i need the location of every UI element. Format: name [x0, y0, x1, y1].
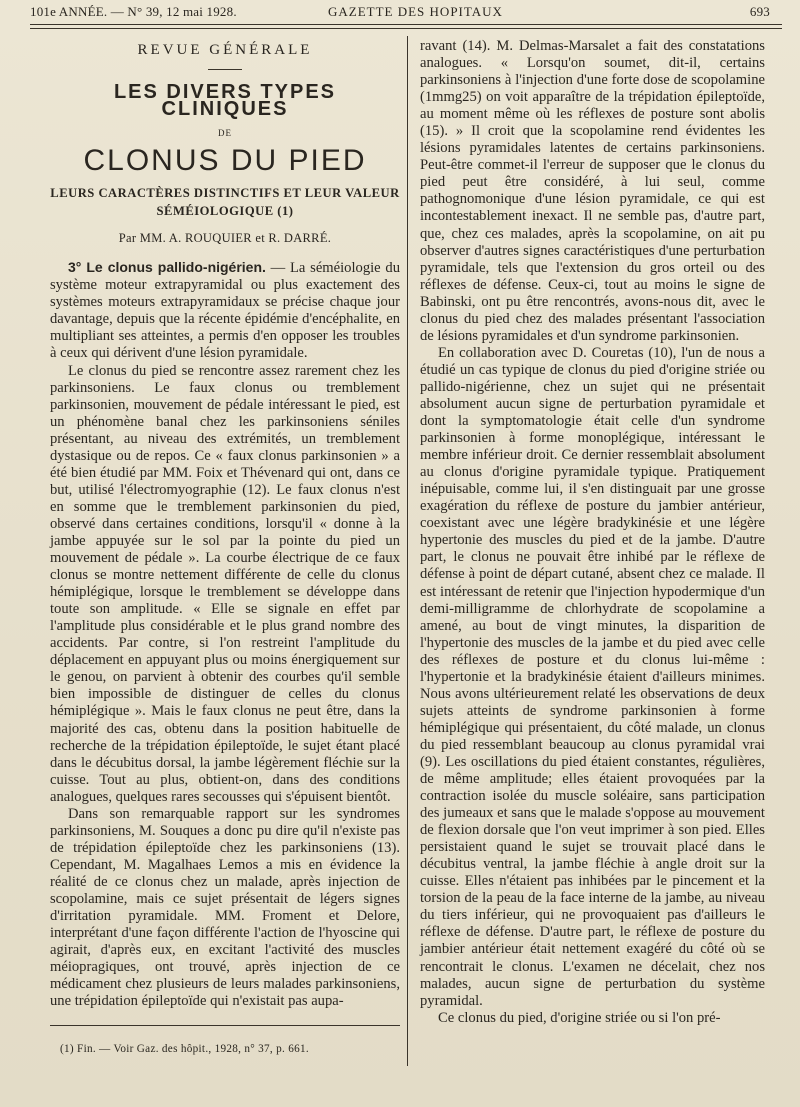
article-title-de: DE	[218, 128, 232, 139]
paragraph	[50, 259, 400, 362]
article-subtitle	[50, 184, 400, 220]
left-column	[50, 38, 400, 1010]
column-divider	[407, 36, 408, 1066]
right-column	[420, 38, 765, 1027]
subtitle-line2: SÉMÉIOLOGIQUE (1)	[156, 204, 294, 219]
section-rubric: REVUE GÉNÉRALE	[137, 42, 313, 58]
journal-title: GAZETTE DES HOPITAUX	[328, 4, 503, 19]
footnote-rule	[50, 1025, 400, 1026]
article-title-main: CLONUS DU PIED	[83, 144, 367, 178]
rubric-rule	[208, 69, 242, 70]
paragraph: ravant (14). M. Delmas-Marsalet a fait des constatations analogues. « Lorsqu'on soumet, dit-il, certains parkinsoniens à l'injection d'une forte dose de scopolamine (1mmg25) on voit apparaître de la trépidation épileptoïde, au moment même où les réflexes de posture sont abolis (15). » Il croit que la scopolamine rend évidentes les lésions pyramidales latentes de certains parkinsoniens. Peut-être commet-il l'erreur de supposer que le clonus du pied peut être considéré, à lui seul, comme pathognomonique d'une lésion pyramidale, ce qui est incontestablement inexact. Il ne semble pas, d'autre part, que, chez ces malades, après la scopolamine, on ait pu observer d'autres signes caractéristiques d'une perturbation pyramidale, tels que l'extension du gros orteil ou des réflexes de défense. Ceux-ci, tout au moins le signe de Babinski, ont pu être rencontrés, avons-nous dit, avec le clonus du pied chez des malades présentant l'association de lésions pyramidales et d'un syndrome parkinsonien.	[420, 38, 765, 344]
paragraph-text: — La séméiologie du système moteur extrapyramidal ou plus exactement des systèmes moteurs extrapyramidaux se précise chaque jour davantage, depuis que la récente épidémie d'encéphalite, en multipliant ses atteintes, a permis d'en opposer les troubles à ceux qui dérivent d'une lésion pyramidale.	[50, 260, 400, 362]
header-rule-double	[30, 28, 782, 29]
footnote: (1) Fin. — Voir Gaz. des hôpit., 1928, n° 37, p. 661.	[60, 1043, 309, 1055]
header-rule	[30, 24, 782, 25]
paragraph: Dans son remarquable rapport sur les syndromes parkinsoniens, M. Souques a donc pu dire qu'il n'existe pas de trépidation épileptoïde chez les parkinsoniens (13). Cependant, M. Magalhaes Lemos a mis en évidence la réalité de ce clonus chez un malade, après injection de scopolamine, mais ce sujet présentait de légers signes d'irritation pyramidale. MM. Froment et Delore, interprétant d'une façon différente l'action de l'hyoscine qui agirait, d'après eux, en excitant l'activité des muscles méiopragiques, ont trouvé, après injection de ce médicament chez plusieurs de leurs malades parkinsoniens, une trépidation épileptoïde qui n'existait pas aupa-	[50, 805, 400, 1010]
paragraph: Ce clonus du pied, d'origine striée ou si l'on pré-	[438, 1009, 721, 1026]
subtitle-line1: LEURS CARACTÈRES DISTINCTIFS ET LEUR VALEUR	[50, 186, 400, 201]
article-title-line1: LES DIVERS TYPES CLINIQUES	[113, 81, 337, 121]
issue-info: 101e ANNÉE. — N° 39, 12 mai 1928.	[30, 4, 237, 19]
article-authors: Par MM. A. ROUQUIER et R. DARRÉ.	[118, 231, 332, 246]
running-header	[0, 0, 800, 22]
page-number: 693	[749, 4, 770, 19]
paragraph-heading: 3° Le clonus pallido-nigérien.	[68, 259, 266, 276]
paragraph: En collaboration avec D. Couretas (10), l'un de nous a étudié un cas typique de clonus du pied d'origine striée ou pallido-nigérienne, chez un sujet qui ne présentait absolument aucun signe de perturbation pyramidale et dont la symptomatologie était celle d'un syndrome parkinsonien à forme monoplégique, intéressant le membre inférieur droit. Ce dernier ressemblait absolument au clonus d'origine pyramidale typique. Pratiquement inépuisable, comme lui, il s'en distinguait par une grosse exagération du réflexe de posture du jambier antérieur, coexistant avec une légère bradykinésie et une légère hypertonie des muscles du pied et de la jambe. D'autre part, le clonus ne pouvait être inhibé par le réflexe de défense à point de départ cutané, absent chez ce malade. Il est intéressant de retenir que l'injection hypodermique d'un demi-milligramme de chlorhydrate de scopolamine a amené, au bout de vingt minutes, la disparition de l'hypertonie des muscles de la jambe et du pied avec celle des réflexes de posture et du clonus lui-même : l'hypertonie et la bradykinésie étaient d'ailleurs minimes. Nous avons ultérieurement relaté les observations de deux sujets atteints de syndrome parkinsonien à forme hémiplégique qui présentaient, du côté malade, un clonus du pied ressemblant beaucoup au clonus pyramidal vrai (9). Les oscillations du pied étaient constantes, régulières, de même amplitude; elles étaient provoquées par la contraction isolée du muscle soléaire, sans participation des jumeaux et sans que le malade s'oppose au mouvement de flexion dorsale que l'on veut imprimer à son pied. Elles persistaient quand le sujet se trouvait placé dans le décubitus ventral, la jambe fléchie à angle droit sur la cuisse. Elles n'étaient pas inhibées par le pincement et la torsion de la peau de la face interne de la jambe, au niveau du tiers inférieur, qui ne provoquaient pas d'ailleurs le réflexe de défense. D'autre part, le réflexe de posture du jambier antérieur était nettement exagéré du côté où se rencontrait le clonus. L'examen ne décelait, chez nos malades, aucun signe de perturbation du système pyramidal.	[420, 344, 765, 1009]
paragraph: Le clonus du pied se rencontre assez rarement chez les parkinsoniens. Le faux clonus ou tremblement parkinsonien, mouvement de pédale intéressant le pied, est un phénomène banal chez les parkinsoniens séniles présentant, au niveau des extrémités, un tremblement dystasique ou de repos. Ce « faux clonus parkinsonien » a été bien étudié par MM. Foix et Thévenard qui ont, dans ce but, utilisé l'électromyographie (12). Le faux clonus n'est en somme que le tremblement parkinsonien du pied, observé dans certaines conditions, lorsqu'il « donne à la jambe appuyée sur le sol par la pointe du pied un mouvement de pédale ». La courbe électrique de ce faux clonus se montre nettement différente de celle du clonus hémiplégique, lorsque le tremblement se développe dans toute son amplitude. « Elle se signale en effet par l'amplitude plus considérable et le plus grand nombre des accidents. Par contre, si l'on restreint l'amplitude du déplacement en appuyant plus ou moins énergiquement sur le genou, on parvient à obtenir des courbes qu'il semble bien impossible de distinguer de celles du clonus hémiplégique ». Mais le faux clonus ne peut être, dans la majorité des cas, obtenu dans la position habituelle de recherche de la trépidation épileptoïde, le sujet étant placé dans le décubitus dorsal, la jambe légèrement fléchie sur la cuisse. Tout au plus, obtient-on, dans des conditions analogues, quelques rares secousses qui s'épuisent bientôt.	[50, 362, 400, 805]
